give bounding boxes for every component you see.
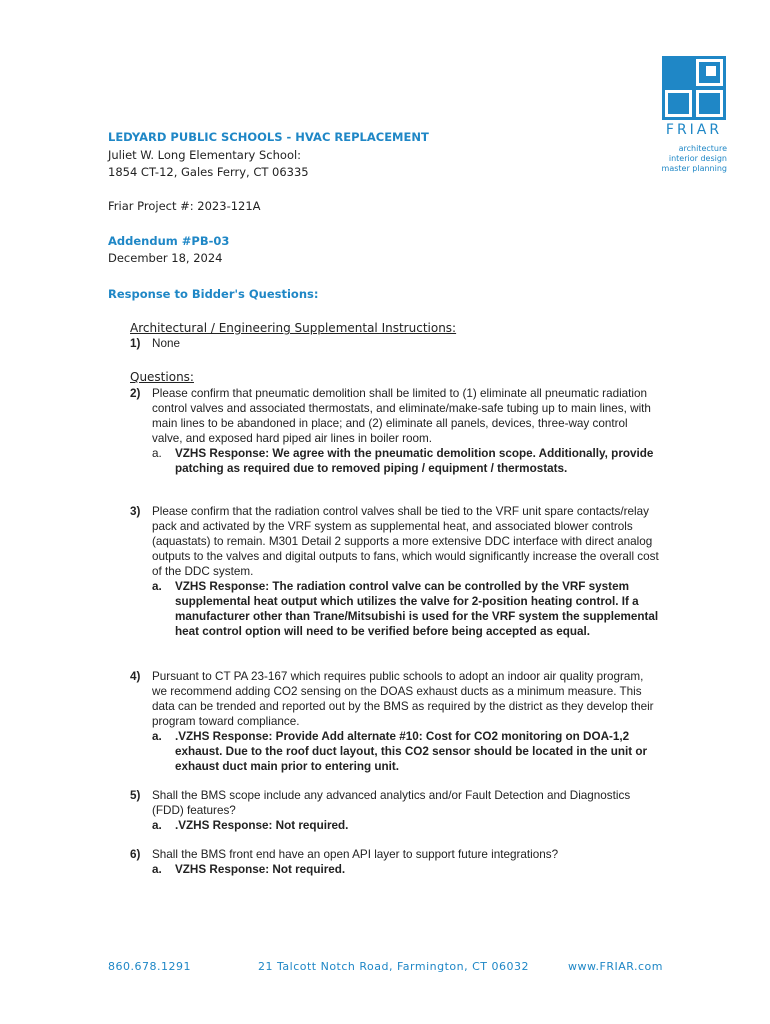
footer-website: www.FRIAR.com [568,960,663,973]
question-item [130,504,660,639]
school-name: Juliet W. Long Elementary School: [108,148,302,162]
asi-item-text: None [152,337,180,350]
logo-tagline [655,144,727,174]
response-heading: Response to Bidder's Questions: [108,287,319,301]
question-text: Shall the BMS scope include any advanced analytics and/or Fault Detection and Diagnostics (FDD) features? [152,789,631,817]
question-number: 4) [130,670,141,683]
addendum-date: December 18, 2024 [108,251,223,265]
question-response [152,818,660,833]
logo-tagline-line: master planning [661,164,727,173]
question-item [130,386,660,476]
logo-tagline-line: architecture [678,144,727,153]
response-label: a. [152,447,162,460]
school-address: 1854 CT-12, Gales Ferry, CT 06335 [108,165,309,179]
response-label: a. [152,819,162,832]
question-item [130,669,660,774]
question-response [152,862,660,877]
question-item [130,847,660,877]
question-text: Please confirm that the radiation control valves shall be tied to the VRF unit spare contacts/relay pack and activated by the VRF system as supplemental heat, and associated blower controls (aquastats) to remain. M301 Detail 2 supports a more extensive DDC interface with direct analog outputs to the valves and digital outputs to fans, which would significantly increase the overall cost of the DDC system. [152,505,659,578]
footer-phone: 860.678.1291 [108,960,191,973]
response-text: VZHS Response: The radiation control valve can be controlled by the VRF system supplemental heat output which utilizes the valve for 2-position heating control. If a manufacturer other than Trane/Mitsubishi is used for the VRF system the supplemental heat control option will need to be verified before being accepted as equal. [175,580,659,638]
question-text: Shall the BMS front end have an open API layer to support future integrations? [152,848,559,861]
response-label: a. [152,580,162,593]
friar-logo [662,56,726,120]
asi-item [130,336,660,351]
footer-address: 21 Talcott Notch Road, Farmington, CT 06032 [258,960,529,973]
question-number: 6) [130,848,141,861]
response-text: .VZHS Response: Not required. [175,819,349,832]
question-response [152,446,660,476]
question-number: 2) [130,387,141,400]
question-text: Please confirm that pneumatic demolition shall be limited to (1) eliminate all pneumatic radiation control valves and associated thermostats, and eliminate/make-safe tubing up to main lines, with main lines to be abandoned in place; and (2) eliminate all panels, devices, three-way control valve, and exposed hard piped air lines in boiler room. [152,387,651,445]
question-number: 3) [130,505,141,518]
question-response [152,729,660,774]
logo-wordmark: FRIAR [665,122,723,138]
question-item [130,788,660,833]
project-title: LEDYARD PUBLIC SCHOOLS - HVAC REPLACEMENT [108,130,429,144]
addendum-number: Addendum #PB-03 [108,234,230,248]
question-number: 5) [130,789,141,802]
questions-heading: Questions: [130,370,194,384]
logo-tagline-line: interior design [668,154,727,163]
response-text: VZHS Response: We agree with the pneumatic demolition scope. Additionally, provide patching as required due to removed piping / equipment / thermostats. [175,447,654,475]
response-label: a. [152,730,162,743]
asi-heading: Architectural / Engineering Supplemental Instructions: [130,321,457,335]
question-response [152,579,660,639]
response-text: VZHS Response: Not required. [175,863,346,876]
question-text: Pursuant to CT PA 23-167 which requires public schools to adopt an indoor air quality program, we recommend adding CO2 sensing on the DOAS exhaust ducts as a minimum measure. This data can be trended and reported out by the BMS as required by the district as they develop their program toward compliance. [152,670,654,728]
project-number: Friar Project #: 2023-121A [108,199,261,213]
response-label: a. [152,863,162,876]
asi-item-number: 1) [130,337,141,350]
response-text: .VZHS Response: Provide Add alternate #10: Cost for CO2 monitoring on DOA-1,2 exhaust. Due to the roof duct layout, this CO2 sensor should be located in the unit or exhaust duct main prior to entering unit. [175,730,648,773]
